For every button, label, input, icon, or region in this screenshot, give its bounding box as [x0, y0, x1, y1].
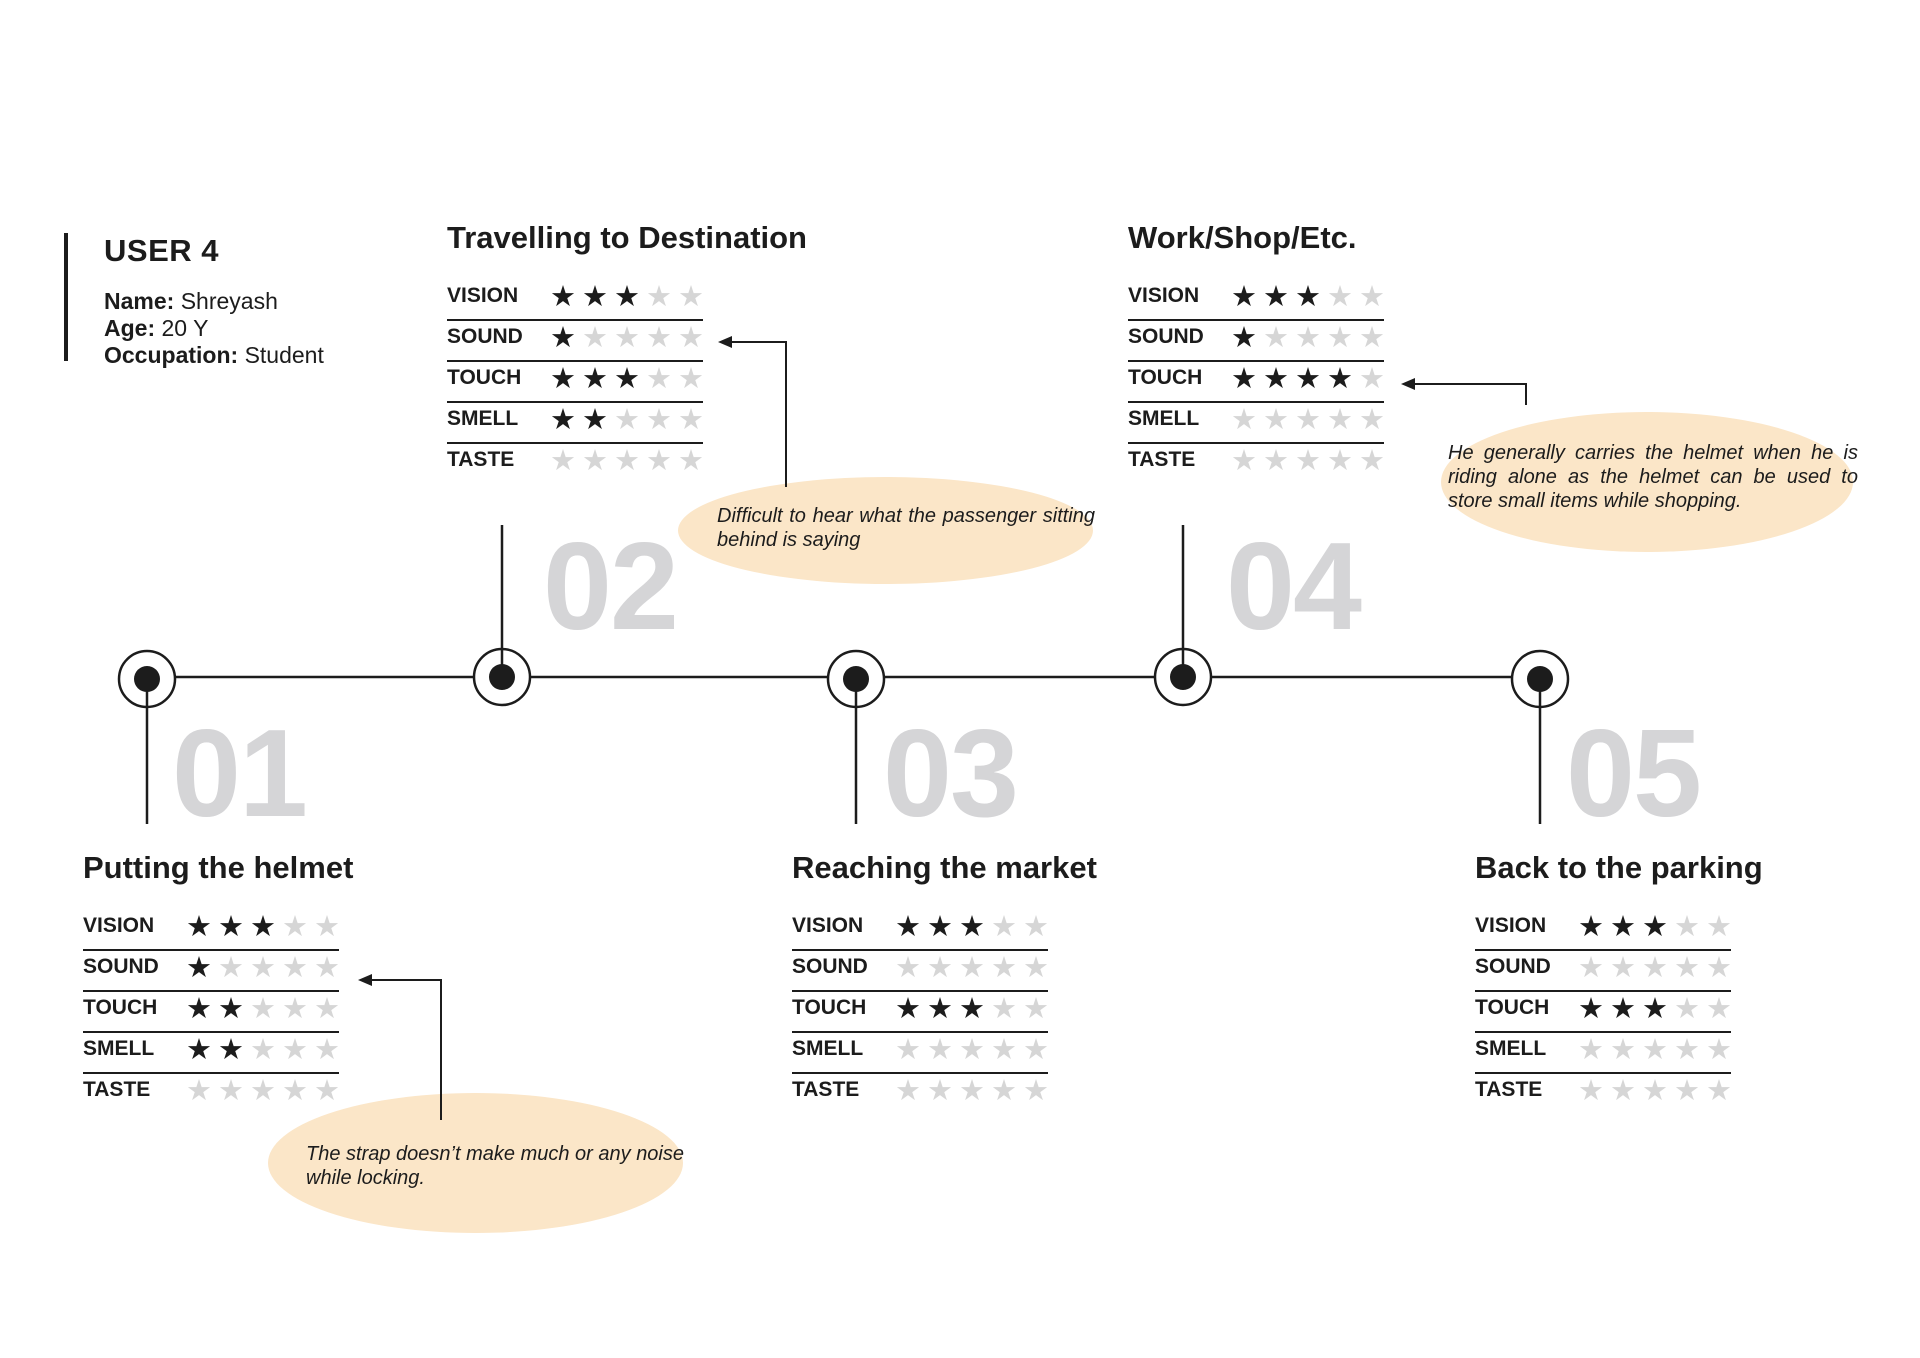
rating-row-sound	[83, 951, 339, 992]
star-empty-icon: ★	[646, 322, 672, 354]
star-empty-icon: ★	[282, 952, 308, 984]
star-empty-icon: ★	[1327, 404, 1353, 436]
star-empty-icon: ★	[959, 952, 985, 984]
star-filled-icon: ★	[550, 404, 576, 436]
star-empty-icon: ★	[1231, 404, 1257, 436]
stage-number-04: 04	[1226, 518, 1360, 656]
star-rating	[892, 910, 1052, 944]
sense-label: TOUCH	[1475, 996, 1550, 1019]
star-empty-icon: ★	[1642, 1034, 1668, 1066]
star-rating	[1228, 403, 1388, 437]
callout-arrow-04	[1408, 384, 1526, 405]
star-empty-icon: ★	[614, 322, 640, 354]
stage-01	[83, 850, 353, 1115]
star-filled-icon: ★	[582, 404, 608, 436]
ratings-04	[1128, 280, 1384, 485]
star-empty-icon: ★	[1023, 952, 1049, 984]
star-empty-icon: ★	[959, 1034, 985, 1066]
age-label: Age:	[104, 315, 156, 341]
star-filled-icon: ★	[1295, 363, 1321, 395]
rating-row-vision	[1128, 280, 1384, 321]
stage-title-01: Putting the helmet	[83, 850, 354, 885]
occupation-value: Student	[244, 342, 324, 368]
star-empty-icon: ★	[678, 404, 704, 436]
star-empty-icon: ★	[1610, 1075, 1636, 1107]
star-filled-icon: ★	[895, 911, 921, 943]
star-empty-icon: ★	[678, 281, 704, 313]
star-filled-icon: ★	[927, 993, 953, 1025]
star-filled-icon: ★	[1642, 911, 1668, 943]
star-empty-icon: ★	[1327, 281, 1353, 313]
rating-row-taste	[1128, 444, 1384, 485]
star-empty-icon: ★	[895, 1034, 921, 1066]
stage-number-02: 02	[543, 518, 677, 656]
stage-title-05: Back to the parking	[1475, 850, 1763, 885]
stage-number-05: 05	[1566, 705, 1700, 843]
star-empty-icon: ★	[1706, 952, 1732, 984]
star-empty-icon: ★	[1295, 322, 1321, 354]
star-empty-icon: ★	[927, 952, 953, 984]
rating-row-smell	[447, 403, 703, 444]
rating-row-taste	[447, 444, 703, 485]
star-empty-icon: ★	[991, 911, 1017, 943]
stage-04	[1128, 220, 1384, 485]
occupation-label: Occupation:	[104, 342, 239, 368]
star-empty-icon: ★	[646, 281, 672, 313]
star-empty-icon: ★	[614, 404, 640, 436]
star-empty-icon: ★	[1578, 1075, 1604, 1107]
star-filled-icon: ★	[582, 281, 608, 313]
star-empty-icon: ★	[582, 322, 608, 354]
sense-label: TASTE	[83, 1078, 151, 1101]
star-empty-icon: ★	[1359, 363, 1385, 395]
sense-label: TASTE	[1475, 1078, 1543, 1101]
star-rating	[547, 321, 707, 355]
star-empty-icon: ★	[314, 1034, 340, 1066]
rating-row-vision	[792, 910, 1048, 951]
sense-label: SMELL	[83, 1037, 155, 1060]
sense-label: VISION	[1475, 914, 1547, 937]
star-empty-icon: ★	[646, 445, 672, 477]
star-empty-icon: ★	[1674, 1075, 1700, 1107]
star-empty-icon: ★	[614, 445, 640, 477]
rating-row-smell	[1128, 403, 1384, 444]
star-filled-icon: ★	[550, 363, 576, 395]
star-rating	[1228, 280, 1388, 314]
star-filled-icon: ★	[614, 281, 640, 313]
star-empty-icon: ★	[1706, 1075, 1732, 1107]
user-title: USER 4	[104, 233, 219, 268]
name-value: Shreyash	[180, 288, 278, 314]
star-empty-icon: ★	[1295, 445, 1321, 477]
star-empty-icon: ★	[959, 1075, 985, 1107]
rating-row-touch	[447, 362, 703, 403]
star-filled-icon: ★	[550, 281, 576, 313]
star-rating	[1575, 951, 1735, 985]
rating-row-sound	[447, 321, 703, 362]
star-empty-icon: ★	[550, 445, 576, 477]
star-rating	[183, 951, 343, 985]
sense-label: TOUCH	[792, 996, 867, 1019]
star-filled-icon: ★	[1610, 993, 1636, 1025]
rating-row-vision	[83, 910, 339, 951]
star-rating	[183, 1074, 343, 1108]
sense-label: VISION	[447, 284, 519, 307]
star-empty-icon: ★	[250, 1034, 276, 1066]
stage-02	[447, 220, 807, 485]
star-empty-icon: ★	[186, 1075, 212, 1107]
sense-label: SOUND	[1475, 955, 1551, 978]
star-rating	[892, 1033, 1052, 1067]
sense-label: TOUCH	[83, 996, 158, 1019]
sense-label: TASTE	[447, 448, 515, 471]
star-filled-icon: ★	[218, 993, 244, 1025]
star-empty-icon: ★	[1578, 952, 1604, 984]
star-empty-icon: ★	[1674, 1034, 1700, 1066]
sense-label: VISION	[83, 914, 155, 937]
rating-row-sound	[1475, 951, 1731, 992]
star-rating	[892, 992, 1052, 1026]
star-empty-icon: ★	[927, 1075, 953, 1107]
star-empty-icon: ★	[1674, 952, 1700, 984]
star-rating	[183, 1033, 343, 1067]
star-empty-icon: ★	[1263, 404, 1289, 436]
star-empty-icon: ★	[250, 1075, 276, 1107]
star-empty-icon: ★	[991, 952, 1017, 984]
age-value: 20 Y	[161, 315, 209, 341]
star-rating	[1228, 321, 1388, 355]
note-text-02: Difficult to hear what the passenger sitting behind is saying	[717, 505, 1095, 551]
sense-label: SOUND	[1128, 325, 1204, 348]
rating-row-smell	[83, 1033, 339, 1074]
star-empty-icon: ★	[991, 993, 1017, 1025]
star-empty-icon: ★	[282, 1034, 308, 1066]
star-empty-icon: ★	[1674, 993, 1700, 1025]
rating-row-smell	[792, 1033, 1048, 1074]
stage-title-02: Travelling to Destination	[447, 220, 807, 255]
star-empty-icon: ★	[927, 1034, 953, 1066]
sense-label: SOUND	[447, 325, 523, 348]
star-rating	[1228, 362, 1388, 396]
note-text-01: The strap doesn’t make much or any noise while locking.	[306, 1143, 684, 1189]
star-filled-icon: ★	[1642, 993, 1668, 1025]
star-empty-icon: ★	[282, 993, 308, 1025]
star-rating	[1228, 444, 1388, 478]
star-empty-icon: ★	[1023, 911, 1049, 943]
ratings-02	[447, 280, 807, 485]
star-filled-icon: ★	[1327, 363, 1353, 395]
star-rating	[892, 1074, 1052, 1108]
star-empty-icon: ★	[1578, 1034, 1604, 1066]
star-filled-icon: ★	[550, 322, 576, 354]
rating-row-sound	[792, 951, 1048, 992]
star-filled-icon: ★	[1231, 363, 1257, 395]
sense-label: SMELL	[447, 407, 519, 430]
star-rating	[547, 362, 707, 396]
sense-label: SMELL	[1128, 407, 1200, 430]
star-empty-icon: ★	[1706, 993, 1732, 1025]
star-empty-icon: ★	[1263, 322, 1289, 354]
star-empty-icon: ★	[1327, 445, 1353, 477]
star-empty-icon: ★	[282, 911, 308, 943]
star-empty-icon: ★	[582, 445, 608, 477]
star-filled-icon: ★	[895, 993, 921, 1025]
sense-label: SMELL	[792, 1037, 864, 1060]
rating-row-smell	[1475, 1033, 1731, 1074]
star-empty-icon: ★	[1359, 281, 1385, 313]
star-empty-icon: ★	[218, 952, 244, 984]
star-empty-icon: ★	[1610, 1034, 1636, 1066]
sense-label: VISION	[792, 914, 864, 937]
rating-row-touch	[792, 992, 1048, 1033]
star-empty-icon: ★	[314, 993, 340, 1025]
star-empty-icon: ★	[678, 363, 704, 395]
ratings-01	[83, 910, 353, 1115]
ratings-05	[1475, 910, 1763, 1115]
star-empty-icon: ★	[1359, 445, 1385, 477]
stage-05	[1475, 850, 1763, 1115]
rating-row-vision	[447, 280, 703, 321]
star-rating	[183, 910, 343, 944]
star-empty-icon: ★	[282, 1075, 308, 1107]
ratings-03	[792, 910, 1097, 1115]
sense-label: SOUND	[792, 955, 868, 978]
star-filled-icon: ★	[1231, 281, 1257, 313]
sense-label: VISION	[1128, 284, 1200, 307]
stage-03	[792, 850, 1097, 1115]
star-empty-icon: ★	[991, 1075, 1017, 1107]
star-rating	[547, 444, 707, 478]
star-filled-icon: ★	[1263, 363, 1289, 395]
sense-label: TOUCH	[447, 366, 522, 389]
sense-label: TOUCH	[1128, 366, 1203, 389]
star-empty-icon: ★	[1642, 952, 1668, 984]
star-filled-icon: ★	[186, 1034, 212, 1066]
star-empty-icon: ★	[250, 993, 276, 1025]
star-empty-icon: ★	[1706, 911, 1732, 943]
star-empty-icon: ★	[646, 404, 672, 436]
star-filled-icon: ★	[1231, 322, 1257, 354]
star-filled-icon: ★	[1578, 911, 1604, 943]
star-filled-icon: ★	[1610, 911, 1636, 943]
star-empty-icon: ★	[1231, 445, 1257, 477]
star-filled-icon: ★	[582, 363, 608, 395]
sense-label: TASTE	[792, 1078, 860, 1101]
star-empty-icon: ★	[678, 445, 704, 477]
star-filled-icon: ★	[218, 1034, 244, 1066]
rating-row-touch	[1475, 992, 1731, 1033]
star-rating	[183, 992, 343, 1026]
star-empty-icon: ★	[314, 911, 340, 943]
star-rating	[1575, 910, 1735, 944]
star-empty-icon: ★	[1023, 1034, 1049, 1066]
sense-label: SOUND	[83, 955, 159, 978]
rating-row-taste	[83, 1074, 339, 1115]
star-filled-icon: ★	[1578, 993, 1604, 1025]
star-empty-icon: ★	[314, 952, 340, 984]
star-empty-icon: ★	[1642, 1075, 1668, 1107]
rating-row-touch	[83, 992, 339, 1033]
star-empty-icon: ★	[1706, 1034, 1732, 1066]
star-rating	[1575, 992, 1735, 1026]
star-empty-icon: ★	[1610, 952, 1636, 984]
star-filled-icon: ★	[218, 911, 244, 943]
star-empty-icon: ★	[1023, 1075, 1049, 1107]
star-rating	[547, 403, 707, 437]
star-rating	[1575, 1033, 1735, 1067]
star-empty-icon: ★	[250, 952, 276, 984]
star-empty-icon: ★	[314, 1075, 340, 1107]
star-empty-icon: ★	[1263, 445, 1289, 477]
star-empty-icon: ★	[1295, 404, 1321, 436]
rating-row-sound	[1128, 321, 1384, 362]
star-empty-icon: ★	[1327, 322, 1353, 354]
name-label: Name:	[104, 288, 175, 314]
note-text-04: He generally carries the helmet when he is riding alone as the helmet can be used to store small items while shopping.	[1448, 442, 1858, 512]
star-empty-icon: ★	[218, 1075, 244, 1107]
rating-row-taste	[792, 1074, 1048, 1115]
star-filled-icon: ★	[959, 993, 985, 1025]
callout-arrow-01	[365, 980, 441, 1120]
star-rating	[1575, 1074, 1735, 1108]
star-filled-icon: ★	[927, 911, 953, 943]
stage-title-04: Work/Shop/Etc.	[1128, 220, 1357, 255]
rating-row-vision	[1475, 910, 1731, 951]
star-filled-icon: ★	[1295, 281, 1321, 313]
star-empty-icon: ★	[1674, 911, 1700, 943]
stage-number-03: 03	[883, 705, 1017, 843]
sense-label: SMELL	[1475, 1037, 1547, 1060]
star-filled-icon: ★	[1263, 281, 1289, 313]
rating-row-touch	[1128, 362, 1384, 403]
star-filled-icon: ★	[186, 911, 212, 943]
star-empty-icon: ★	[646, 363, 672, 395]
star-filled-icon: ★	[959, 911, 985, 943]
star-empty-icon: ★	[1359, 404, 1385, 436]
star-rating	[892, 951, 1052, 985]
star-filled-icon: ★	[186, 993, 212, 1025]
star-empty-icon: ★	[991, 1034, 1017, 1066]
stage-number-01: 01	[172, 705, 306, 843]
star-filled-icon: ★	[250, 911, 276, 943]
star-empty-icon: ★	[678, 322, 704, 354]
star-filled-icon: ★	[614, 363, 640, 395]
star-filled-icon: ★	[186, 952, 212, 984]
stage-title-03: Reaching the market	[792, 850, 1097, 885]
sense-label: TASTE	[1128, 448, 1196, 471]
star-empty-icon: ★	[895, 952, 921, 984]
star-empty-icon: ★	[895, 1075, 921, 1107]
star-empty-icon: ★	[1023, 993, 1049, 1025]
star-rating	[547, 280, 707, 314]
star-empty-icon: ★	[1359, 322, 1385, 354]
rating-row-taste	[1475, 1074, 1731, 1115]
